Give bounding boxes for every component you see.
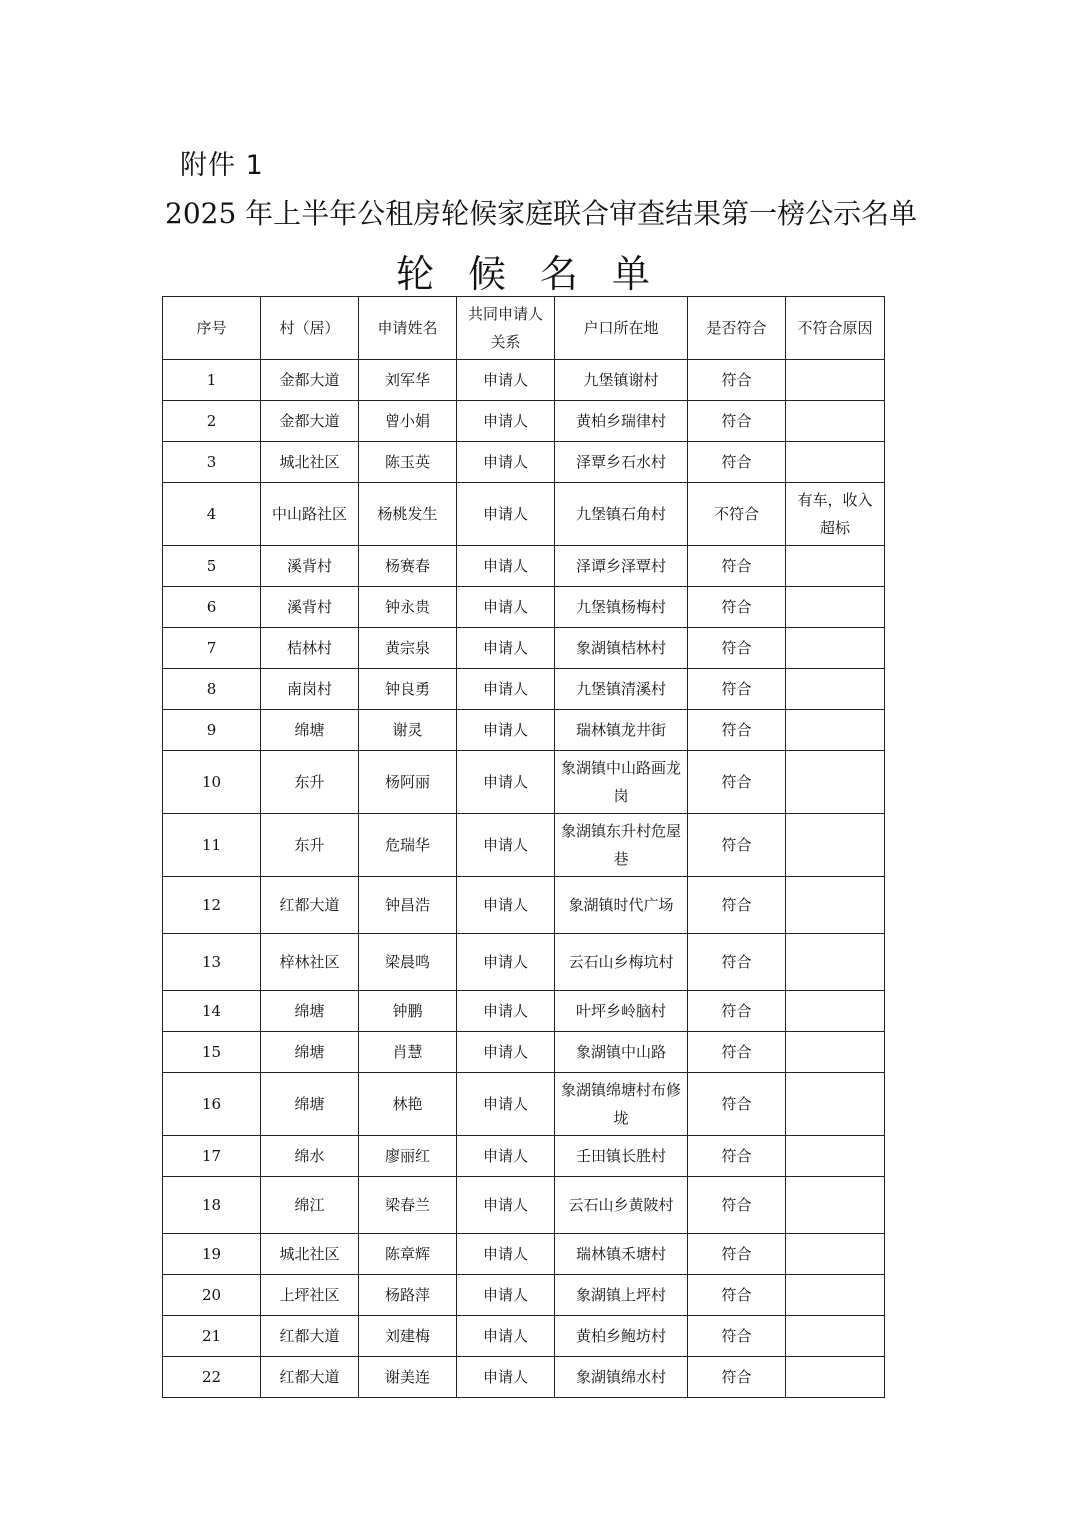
cell-village: 绵塘 bbox=[261, 1032, 359, 1073]
cell-village: 东升 bbox=[261, 814, 359, 877]
table-row bbox=[163, 814, 885, 877]
cell-reason bbox=[786, 991, 885, 1032]
cell-index: 12 bbox=[163, 877, 261, 934]
cell-village: 绵水 bbox=[261, 1136, 359, 1177]
cell-index: 17 bbox=[163, 1136, 261, 1177]
cell-reason bbox=[786, 587, 885, 628]
cell-village: 红都大道 bbox=[261, 1357, 359, 1398]
cell-eligible: 符合 bbox=[688, 991, 786, 1032]
cell-eligible: 符合 bbox=[688, 1275, 786, 1316]
col-header-eligible: 是否符合 bbox=[688, 297, 786, 360]
cell-applicant-name: 谢美连 bbox=[359, 1357, 457, 1398]
cell-reason: 有车，收入超标 bbox=[786, 483, 885, 546]
cell-household-registration: 九堡镇谢村 bbox=[555, 360, 688, 401]
cell-index: 2 bbox=[163, 401, 261, 442]
cell-relation: 申请人 bbox=[457, 442, 555, 483]
cell-reason bbox=[786, 1032, 885, 1073]
cell-index: 11 bbox=[163, 814, 261, 877]
cell-household-registration: 泽覃乡石水村 bbox=[555, 442, 688, 483]
cell-reason bbox=[786, 814, 885, 877]
cell-household-registration: 壬田镇长胜村 bbox=[555, 1136, 688, 1177]
cell-household-registration: 瑞林镇龙井街 bbox=[555, 710, 688, 751]
cell-reason bbox=[786, 1275, 885, 1316]
col-header-relation: 共同申请人关系 bbox=[457, 297, 555, 360]
cell-village: 中山路社区 bbox=[261, 483, 359, 546]
col-header-applicant-name: 申请姓名 bbox=[359, 297, 457, 360]
cell-village: 绵江 bbox=[261, 1177, 359, 1234]
table-row bbox=[163, 1032, 885, 1073]
cell-village: 东升 bbox=[261, 751, 359, 814]
cell-applicant-name: 林艳 bbox=[359, 1073, 457, 1136]
cell-village: 红都大道 bbox=[261, 877, 359, 934]
cell-index: 10 bbox=[163, 751, 261, 814]
cell-household-registration: 泽谭乡泽覃村 bbox=[555, 546, 688, 587]
cell-reason bbox=[786, 546, 885, 587]
table-row bbox=[163, 483, 885, 546]
table-row bbox=[163, 877, 885, 934]
cell-eligible: 符合 bbox=[688, 710, 786, 751]
cell-relation: 申请人 bbox=[457, 877, 555, 934]
cell-index: 6 bbox=[163, 587, 261, 628]
cell-relation: 申请人 bbox=[457, 814, 555, 877]
cell-village: 城北社区 bbox=[261, 1234, 359, 1275]
cell-eligible: 符合 bbox=[688, 360, 786, 401]
attachment-label: 附件 1 bbox=[180, 150, 264, 181]
cell-eligible: 符合 bbox=[688, 1316, 786, 1357]
cell-index: 13 bbox=[163, 934, 261, 991]
cell-index: 20 bbox=[163, 1275, 261, 1316]
cell-relation: 申请人 bbox=[457, 546, 555, 587]
cell-eligible: 符合 bbox=[688, 587, 786, 628]
cell-index: 9 bbox=[163, 710, 261, 751]
cell-eligible: 符合 bbox=[688, 877, 786, 934]
cell-applicant-name: 梁晨鸣 bbox=[359, 934, 457, 991]
cell-relation: 申请人 bbox=[457, 1177, 555, 1234]
cell-village: 溪背村 bbox=[261, 546, 359, 587]
cell-index: 14 bbox=[163, 991, 261, 1032]
cell-index: 19 bbox=[163, 1234, 261, 1275]
col-header-index: 序号 bbox=[163, 297, 261, 360]
table-row bbox=[163, 546, 885, 587]
cell-village: 城北社区 bbox=[261, 442, 359, 483]
cell-relation: 申请人 bbox=[457, 751, 555, 814]
cell-eligible: 符合 bbox=[688, 669, 786, 710]
cell-index: 3 bbox=[163, 442, 261, 483]
cell-reason bbox=[786, 360, 885, 401]
cell-eligible: 符合 bbox=[688, 546, 786, 587]
cell-household-registration: 云石山乡黄陂村 bbox=[555, 1177, 688, 1234]
cell-household-registration: 黄柏乡鲍坊村 bbox=[555, 1316, 688, 1357]
cell-household-registration: 黄柏乡瑞律村 bbox=[555, 401, 688, 442]
table-header-row bbox=[163, 297, 885, 360]
cell-relation: 申请人 bbox=[457, 1136, 555, 1177]
cell-applicant-name: 钟良勇 bbox=[359, 669, 457, 710]
cell-relation: 申请人 bbox=[457, 1275, 555, 1316]
cell-reason bbox=[786, 401, 885, 442]
cell-applicant-name: 曾小娟 bbox=[359, 401, 457, 442]
cell-reason bbox=[786, 751, 885, 814]
cell-applicant-name: 危瑞华 bbox=[359, 814, 457, 877]
cell-applicant-name: 陈章辉 bbox=[359, 1234, 457, 1275]
cell-relation: 申请人 bbox=[457, 401, 555, 442]
cell-household-registration: 九堡镇石角村 bbox=[555, 483, 688, 546]
cell-eligible: 符合 bbox=[688, 1177, 786, 1234]
cell-household-registration: 象湖镇中山路画龙岗 bbox=[555, 751, 688, 814]
cell-household-registration: 九堡镇清溪村 bbox=[555, 669, 688, 710]
cell-village: 梓林社区 bbox=[261, 934, 359, 991]
cell-applicant-name: 钟昌浩 bbox=[359, 877, 457, 934]
cell-village: 金都大道 bbox=[261, 401, 359, 442]
cell-index: 21 bbox=[163, 1316, 261, 1357]
cell-relation: 申请人 bbox=[457, 1357, 555, 1398]
cell-eligible: 符合 bbox=[688, 751, 786, 814]
cell-relation: 申请人 bbox=[457, 628, 555, 669]
cell-reason bbox=[786, 1357, 885, 1398]
document-subtitle: 轮候名单 bbox=[395, 252, 684, 296]
cell-reason bbox=[786, 934, 885, 991]
cell-index: 16 bbox=[163, 1073, 261, 1136]
cell-household-registration: 象湖镇桔林村 bbox=[555, 628, 688, 669]
cell-relation: 申请人 bbox=[457, 1234, 555, 1275]
cell-eligible: 符合 bbox=[688, 1234, 786, 1275]
table-row bbox=[163, 751, 885, 814]
table-row bbox=[163, 360, 885, 401]
table-row bbox=[163, 669, 885, 710]
table-header bbox=[163, 297, 885, 360]
table-row bbox=[163, 1177, 885, 1234]
cell-applicant-name: 刘军华 bbox=[359, 360, 457, 401]
cell-village: 绵塘 bbox=[261, 1073, 359, 1136]
cell-village: 上坪社区 bbox=[261, 1275, 359, 1316]
table-body bbox=[163, 360, 885, 1398]
cell-reason bbox=[786, 1136, 885, 1177]
table-row bbox=[163, 442, 885, 483]
cell-index: 8 bbox=[163, 669, 261, 710]
cell-household-registration: 叶坪乡岭脑村 bbox=[555, 991, 688, 1032]
cell-applicant-name: 廖丽红 bbox=[359, 1136, 457, 1177]
cell-household-registration: 象湖镇时代广场 bbox=[555, 877, 688, 934]
cell-village: 红都大道 bbox=[261, 1316, 359, 1357]
cell-household-registration: 象湖镇中山路 bbox=[555, 1032, 688, 1073]
cell-household-registration: 象湖镇绵水村 bbox=[555, 1357, 688, 1398]
cell-household-registration: 象湖镇东升村危屋巷 bbox=[555, 814, 688, 877]
document-title: 2025 年上半年公租房轮候家庭联合审查结果第一榜公示名单 bbox=[165, 197, 918, 230]
cell-applicant-name: 杨桃发生 bbox=[359, 483, 457, 546]
cell-index: 7 bbox=[163, 628, 261, 669]
cell-reason bbox=[786, 1177, 885, 1234]
cell-eligible: 符合 bbox=[688, 628, 786, 669]
cell-reason bbox=[786, 877, 885, 934]
cell-reason bbox=[786, 1073, 885, 1136]
cell-relation: 申请人 bbox=[457, 710, 555, 751]
cell-relation: 申请人 bbox=[457, 483, 555, 546]
table-row bbox=[163, 1275, 885, 1316]
cell-reason bbox=[786, 710, 885, 751]
cell-eligible: 符合 bbox=[688, 1357, 786, 1398]
cell-index: 4 bbox=[163, 483, 261, 546]
cell-eligible: 符合 bbox=[688, 1032, 786, 1073]
cell-reason bbox=[786, 1316, 885, 1357]
cell-eligible: 符合 bbox=[688, 401, 786, 442]
cell-applicant-name: 钟鹏 bbox=[359, 991, 457, 1032]
table-row bbox=[163, 587, 885, 628]
cell-eligible: 符合 bbox=[688, 934, 786, 991]
cell-eligible: 符合 bbox=[688, 814, 786, 877]
cell-household-registration: 象湖镇上坪村 bbox=[555, 1275, 688, 1316]
cell-eligible: 符合 bbox=[688, 442, 786, 483]
cell-applicant-name: 陈玉英 bbox=[359, 442, 457, 483]
cell-reason bbox=[786, 442, 885, 483]
table-row bbox=[163, 1136, 885, 1177]
col-header-reason: 不符合原因 bbox=[786, 297, 885, 360]
table-row bbox=[163, 628, 885, 669]
cell-village: 绵塘 bbox=[261, 710, 359, 751]
cell-reason bbox=[786, 669, 885, 710]
cell-relation: 申请人 bbox=[457, 587, 555, 628]
table-row bbox=[163, 1073, 885, 1136]
cell-household-registration: 云石山乡梅坑村 bbox=[555, 934, 688, 991]
cell-index: 18 bbox=[163, 1177, 261, 1234]
table-row bbox=[163, 710, 885, 751]
cell-applicant-name: 黄宗泉 bbox=[359, 628, 457, 669]
cell-village: 桔林村 bbox=[261, 628, 359, 669]
table-row bbox=[163, 1316, 885, 1357]
cell-eligible: 不符合 bbox=[688, 483, 786, 546]
cell-applicant-name: 肖慧 bbox=[359, 1032, 457, 1073]
cell-index: 1 bbox=[163, 360, 261, 401]
cell-relation: 申请人 bbox=[457, 991, 555, 1032]
cell-household-registration: 象湖镇绵塘村布修垅 bbox=[555, 1073, 688, 1136]
cell-relation: 申请人 bbox=[457, 669, 555, 710]
cell-applicant-name: 钟永贵 bbox=[359, 587, 457, 628]
cell-eligible: 符合 bbox=[688, 1136, 786, 1177]
cell-applicant-name: 杨阿丽 bbox=[359, 751, 457, 814]
cell-applicant-name: 杨赛春 bbox=[359, 546, 457, 587]
table-row bbox=[163, 401, 885, 442]
cell-applicant-name: 刘建梅 bbox=[359, 1316, 457, 1357]
cell-applicant-name: 谢灵 bbox=[359, 710, 457, 751]
table-row bbox=[163, 934, 885, 991]
cell-relation: 申请人 bbox=[457, 360, 555, 401]
cell-village: 绵塘 bbox=[261, 991, 359, 1032]
col-header-village: 村（居） bbox=[261, 297, 359, 360]
cell-index: 5 bbox=[163, 546, 261, 587]
cell-household-registration: 九堡镇杨梅村 bbox=[555, 587, 688, 628]
cell-relation: 申请人 bbox=[457, 934, 555, 991]
table-row bbox=[163, 991, 885, 1032]
table-row bbox=[163, 1234, 885, 1275]
cell-relation: 申请人 bbox=[457, 1073, 555, 1136]
cell-relation: 申请人 bbox=[457, 1032, 555, 1073]
cell-index: 15 bbox=[163, 1032, 261, 1073]
cell-index: 22 bbox=[163, 1357, 261, 1398]
cell-reason bbox=[786, 1234, 885, 1275]
cell-applicant-name: 杨路萍 bbox=[359, 1275, 457, 1316]
cell-village: 南岗村 bbox=[261, 669, 359, 710]
cell-eligible: 符合 bbox=[688, 1073, 786, 1136]
cell-village: 溪背村 bbox=[261, 587, 359, 628]
cell-relation: 申请人 bbox=[457, 1316, 555, 1357]
cell-reason bbox=[786, 628, 885, 669]
waitlist-table bbox=[162, 296, 885, 1398]
table-row bbox=[163, 1357, 885, 1398]
col-header-household-registration: 户口所在地 bbox=[555, 297, 688, 360]
cell-village: 金都大道 bbox=[261, 360, 359, 401]
cell-applicant-name: 梁春兰 bbox=[359, 1177, 457, 1234]
cell-household-registration: 瑞林镇禾塘村 bbox=[555, 1234, 688, 1275]
